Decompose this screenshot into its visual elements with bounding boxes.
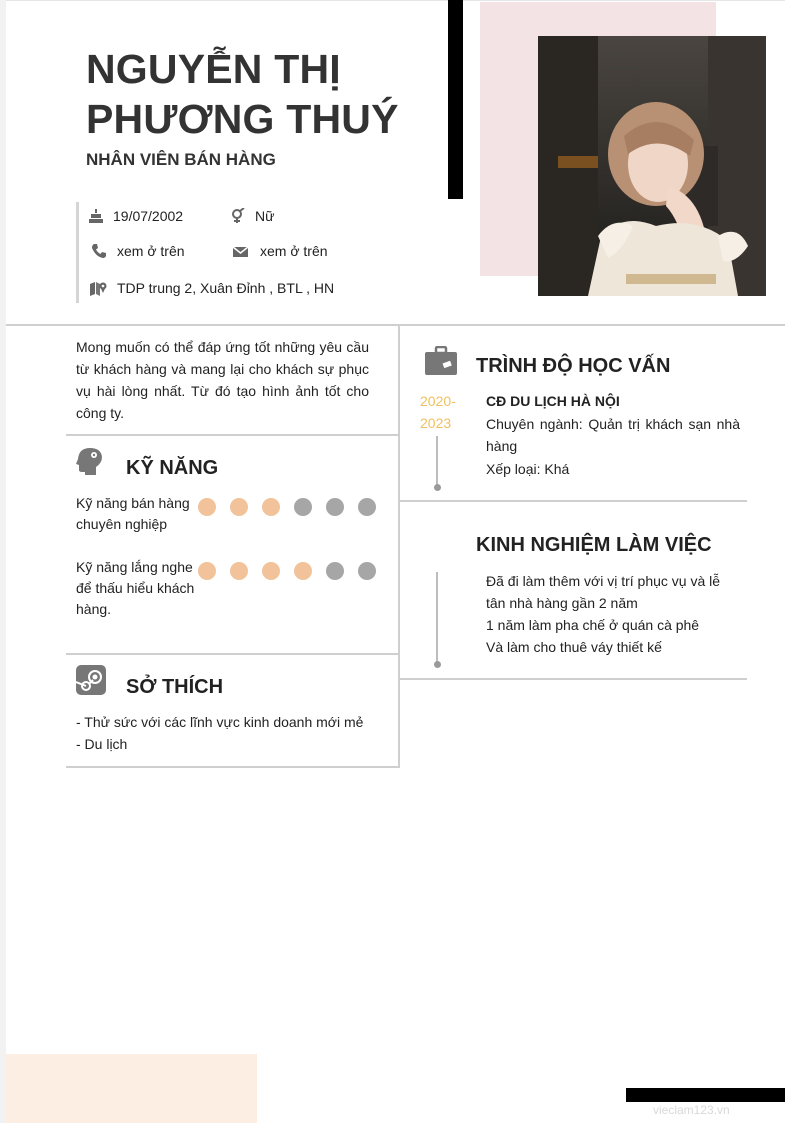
hobby-item: - Du lịch xyxy=(76,736,128,752)
experience-divider xyxy=(400,678,747,680)
experience-item: Đã đi làm thêm với vị trí phục vụ và lễ tân nhà hàng gần 2 năm xyxy=(486,573,721,611)
education-timeline xyxy=(436,436,438,488)
education-year-start: 2020- xyxy=(420,393,456,409)
name-line-1: NGUYỄN THỊ xyxy=(86,46,341,92)
email-row xyxy=(232,243,328,259)
email-icon xyxy=(232,244,250,258)
birthdate-value: 19/07/2002 xyxy=(113,208,184,224)
email-value: xem ở trên xyxy=(260,243,328,259)
experience-item: 1 năm làm pha chế ở quán cà phê xyxy=(486,617,700,633)
header-divider xyxy=(6,324,785,326)
info-accent-bar xyxy=(76,202,79,303)
skill-2-rating xyxy=(198,562,390,580)
rating-dot xyxy=(198,498,216,516)
rating-dot xyxy=(326,562,344,580)
rating-dot xyxy=(198,562,216,580)
career-objective: Mong muốn có thể đáp ứng tốt những yêu cầu từ khách hàng và mang lại cho khách sự phục vụ hài lòng nhất. Từ đó tạo hình ảnh tốt cho công ty. xyxy=(76,339,369,421)
job-title: NHÂN VIÊN BÁN HÀNG xyxy=(86,150,276,169)
hobbies-divider xyxy=(66,766,398,768)
education-grade: Xếp loại: Khá xyxy=(486,461,570,477)
footer-black-bar xyxy=(626,1088,785,1102)
hobbies-title: SỞ THÍCH xyxy=(126,676,224,698)
steam-icon xyxy=(76,665,106,695)
footer-peach-block xyxy=(6,1054,257,1123)
skill-1-label: Kỹ năng bán hàng chuyên nghiệp xyxy=(76,495,190,532)
education-school: CĐ DU LỊCH HÀ NỘI xyxy=(486,393,620,409)
experience-timeline-dot xyxy=(434,661,441,668)
skill-1-rating xyxy=(198,498,390,516)
experience-item: Và làm cho thuê váy thiết kế xyxy=(486,639,662,655)
birthday-cake-icon xyxy=(89,208,103,224)
birthdate-row xyxy=(89,208,183,224)
skills-divider xyxy=(66,653,398,655)
phone-value: xem ở trên xyxy=(117,243,185,259)
gender-icon xyxy=(231,208,245,224)
education-divider xyxy=(400,500,747,502)
phone-icon xyxy=(91,243,107,259)
page-left-edge xyxy=(0,0,6,1123)
rating-dot xyxy=(230,562,248,580)
skill-2-label: Kỹ năng lắng nghe để thấu hiểu khách hàng. xyxy=(76,559,195,617)
phone-row xyxy=(91,243,185,259)
rating-dot xyxy=(358,498,376,516)
candidate-name xyxy=(86,44,446,144)
experience-title: KINH NGHIỆM LÀM VIỆC xyxy=(476,534,712,556)
gender-row xyxy=(231,208,274,224)
address-row xyxy=(89,280,334,296)
rating-dot xyxy=(326,498,344,516)
head-icon xyxy=(76,446,106,476)
rating-dot xyxy=(230,498,248,516)
rating-dot xyxy=(358,562,376,580)
experience-timeline xyxy=(436,572,438,664)
skills-title: KỸ NĂNG xyxy=(126,457,219,479)
hobby-item: - Thử sức với các lĩnh vực kinh doanh mới mẻ xyxy=(76,714,364,730)
education-year-end: 2023 xyxy=(420,415,452,431)
watermark: vieclam123.vn xyxy=(653,1103,730,1117)
profile-photo xyxy=(538,36,766,296)
header-black-bar xyxy=(448,0,463,199)
briefcase-icon xyxy=(425,346,457,376)
name-line-2: PHƯƠNG THUÝ xyxy=(86,96,399,142)
column-divider xyxy=(398,326,400,768)
rating-dot xyxy=(294,498,312,516)
education-timeline-dot xyxy=(434,484,441,491)
page-top-border xyxy=(6,0,785,1)
rating-dot xyxy=(262,562,280,580)
map-icon xyxy=(89,280,107,296)
rating-dot xyxy=(262,498,280,516)
address-value: TDP trung 2, Xuân Đỉnh , BTL , HN xyxy=(117,280,335,296)
gender-value: Nữ xyxy=(255,208,275,224)
education-major: Chuyên ngành: Quản trị khách sạn nhà hàng xyxy=(486,416,740,454)
education-title: TRÌNH ĐỘ HỌC VẤN xyxy=(476,355,671,377)
rating-dot xyxy=(294,562,312,580)
objective-divider xyxy=(66,434,398,436)
